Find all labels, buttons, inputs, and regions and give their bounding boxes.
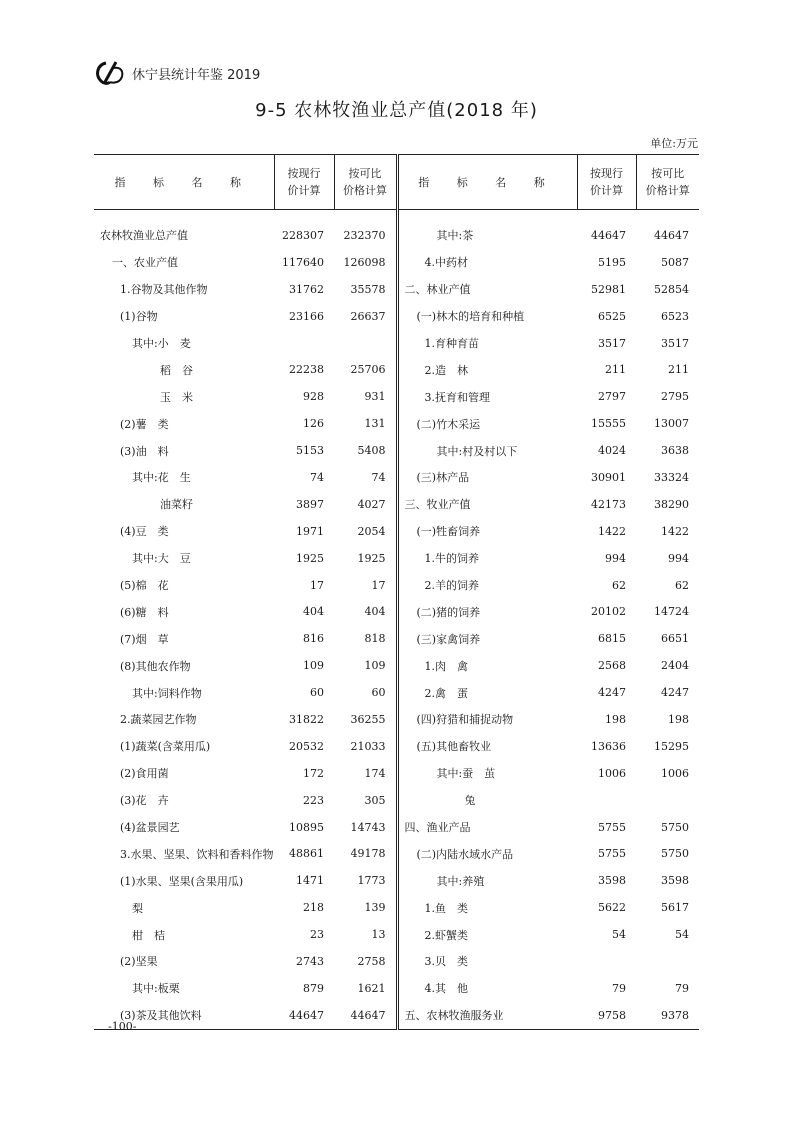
table-row [94,383,699,410]
row-label: 3.抚育和管理 [397,383,577,410]
current-price-value: 928 [303,390,324,404]
col-header-current-price-right [577,155,636,210]
row-label: 二、林业产值 [397,276,577,303]
current-price-value: 13636 [591,739,626,753]
row-label: 其中:茶 [397,222,577,249]
current-price-value: 879 [303,981,324,995]
table-header-row [94,155,699,210]
comparable-price-value: 131 [364,417,386,431]
comparable-price-value: 74 [371,470,386,484]
current-price-value: 816 [303,632,324,646]
comparable-price-value: 1925 [357,551,386,565]
row-label: (四)狩猎和捕捉动物 [397,706,577,733]
spacer-cell [397,210,577,223]
comparable-price-value [636,787,699,814]
row-label: 柑 桔 [132,928,165,942]
table-row [94,760,699,787]
current-price-value: 218 [303,901,324,915]
comparable-price-value: 49178 [350,847,386,861]
current-price-value: 42173 [591,497,626,511]
current-price-value: 48861 [289,847,324,861]
current-price-value: 1971 [296,524,324,538]
col-header-comparable-line1: 按可比 [651,167,685,180]
comparable-price-value: 4027 [357,497,386,511]
col-header-current-line2: 价计算 [287,184,321,197]
current-price-value: 1006 [598,766,626,780]
comparable-price-value [636,948,699,975]
row-label: 3.贝 类 [397,948,577,975]
table-row [94,1002,699,1029]
spacer-cell [94,210,274,223]
comparable-price-value: 54 [675,928,689,942]
current-price-value: 2743 [296,954,324,968]
row-label: 2.禽 蛋 [397,679,577,706]
current-price-value: 172 [303,766,324,780]
row-label: 2.蔬菜园艺作物 [120,713,197,727]
col-header-current-line2: 价计算 [590,184,623,197]
current-price-value: 198 [605,712,626,726]
comparable-price-value: 5408 [357,444,386,458]
current-price-value: 31822 [289,712,324,726]
row-label: 玉 米 [160,390,193,404]
current-price-value: 74 [310,470,324,484]
comparable-price-value: 404 [364,605,386,619]
current-price-value: 20102 [591,605,626,619]
table-row [94,706,699,733]
comparable-price-value: 1006 [661,766,689,780]
row-label: 1.谷物及其他作物 [120,283,208,297]
current-price-value: 109 [303,659,324,673]
comparable-price-value: 1773 [357,874,386,888]
current-price-value: 5755 [598,820,626,834]
comparable-price-value: 1621 [357,981,386,995]
spacer-cell [636,210,699,223]
spacer-cell [334,210,397,223]
row-label: 其中:花 生 [132,471,191,485]
row-label: (3)茶及其他饮料 [94,1002,274,1029]
current-price-value: 4247 [598,686,626,700]
book-title: 休宁县统计年鉴 2019 [132,67,261,83]
table-row [94,948,699,975]
table-row [94,545,699,572]
row-label: 四、渔业产品 [397,814,577,841]
comparable-price-value: 26637 [350,309,386,323]
comparable-price-value: 62 [675,578,689,592]
comparable-price-value: 5617 [661,901,689,915]
current-price-value: 20532 [289,739,324,753]
current-price-value: 5622 [598,901,626,915]
comparable-price-value: 79 [675,981,689,995]
current-price-value: 60 [310,686,324,700]
current-price-value: 31762 [289,282,324,296]
comparable-price-value: 2404 [661,659,689,673]
comparable-price-value: 13007 [654,417,689,431]
current-price-value: 211 [605,363,626,377]
row-label: 其中:村及村以下 [397,437,577,464]
row-label: 1.肉 禽 [397,652,577,679]
comparable-price-value: 21033 [350,739,386,753]
comparable-price-value: 60 [371,686,386,700]
row-label: (1)水果、坚果(含果用瓜) [120,874,244,888]
row-label: 兔 [397,787,577,814]
row-label: (2)薯 类 [120,417,169,431]
row-label: (二)内陆水域水产品 [397,840,577,867]
table-row [94,356,699,383]
table-row [94,867,699,894]
current-price-value: 994 [605,551,626,565]
row-label: 1.育种育苗 [397,330,577,357]
row-label: 其中:蚕 茧 [397,760,577,787]
comparable-price-value [334,330,397,357]
table-row [94,572,699,599]
table-row [94,464,699,491]
spacer-row [94,210,699,223]
output-value-table [94,154,699,1030]
table-row [94,437,699,464]
comparable-price-value: 9378 [636,1002,699,1029]
comparable-price-value: 211 [668,363,689,377]
table-row [94,894,699,921]
row-label: 3.水果、坚果、饮料和香料作物 [120,847,274,861]
comparable-price-value: 33324 [654,470,689,484]
current-price-value: 6815 [598,632,626,646]
comparable-price-value: 15295 [654,739,689,753]
current-price-value: 15555 [591,417,626,431]
current-price-value [577,948,636,975]
current-price-value [274,330,334,357]
comparable-price-value: 5087 [661,255,689,269]
table-row [94,249,699,276]
current-price-value: 1422 [598,524,626,538]
row-label: (6)糖 料 [120,605,169,619]
col-header-name: 指 标 名 称 [94,155,274,210]
row-label: (4)盆景园艺 [120,821,180,835]
col-header-name-right: 指 标 名 称 [397,155,577,210]
comparable-price-value: 931 [364,390,386,404]
comparable-price-value: 1422 [661,524,689,538]
row-label: 三、牧业产值 [397,491,577,518]
row-label: 农林牧渔业总产值 [100,229,188,243]
current-price-value: 117640 [282,255,324,269]
row-label: (三)林产品 [397,464,577,491]
current-price-value: 52981 [591,282,626,296]
row-label: 1.牛的饲养 [397,545,577,572]
row-label: 2.造 林 [397,356,577,383]
row-label: 其中:板栗 [132,982,180,996]
comparable-price-value: 109 [364,659,386,673]
table-row [94,975,699,1002]
comparable-price-value: 3517 [661,336,689,350]
table-row [94,840,699,867]
row-label: (1)谷物 [120,310,158,324]
comparable-price-value: 44647 [334,1002,397,1029]
spacer-cell [577,210,636,223]
comparable-price-value: 6651 [661,632,689,646]
col-header-comparable-line1: 按可比 [348,167,382,180]
current-price-value: 2797 [598,390,626,404]
current-price-value: 228307 [282,228,324,242]
current-price-value: 54 [612,928,626,942]
current-price-value: 44647 [274,1002,334,1029]
col-header-current-price [274,155,334,210]
row-label: 其中:小 麦 [132,337,191,350]
comparable-price-value: 5750 [661,847,689,861]
row-label: (五)其他畜牧业 [397,733,577,760]
current-price-value: 126 [303,417,324,431]
row-label: 1.鱼 类 [397,894,577,921]
current-price-value: 10895 [289,820,324,834]
comparable-price-value: 2795 [661,390,689,404]
current-price-value: 23 [310,928,324,942]
comparable-price-value: 14743 [350,820,386,834]
table-row [94,625,699,652]
col-header-comparable-line2: 价格计算 [645,184,690,197]
current-price-value: 1471 [296,874,324,888]
col-header-comparable-price-right [636,155,699,210]
comparable-price-value: 25706 [350,363,386,377]
spacer-cell [274,210,334,223]
row-label: (一)林木的培育和种植 [397,303,577,330]
comparable-price-value: 139 [364,901,386,915]
table-row [94,814,699,841]
row-label: (1)蔬菜(含菜用瓜) [120,740,211,754]
comparable-price-value: 38290 [654,497,689,511]
row-label: (8)其他农作物 [120,659,191,673]
current-price-value: 223 [303,793,324,807]
row-label: 2.羊的饲养 [397,572,577,599]
current-price-value: 5153 [296,444,324,458]
current-price-value: 9758 [577,1002,636,1029]
comparable-price-value: 4247 [661,686,689,700]
current-price-value: 6525 [598,309,626,323]
current-price-value: 404 [303,605,324,619]
table-row [94,491,699,518]
comparable-price-value: 44647 [654,228,689,242]
current-price-value: 4024 [598,444,626,458]
col-header-current-line1: 按现行 [287,167,321,180]
comparable-price-value: 5750 [661,820,689,834]
table-row [94,303,699,330]
current-price-value: 44647 [591,228,626,242]
comparable-price-value: 994 [668,551,689,565]
comparable-price-value: 35578 [350,282,386,296]
comparable-price-value: 174 [364,766,386,780]
row-label: 梨 [132,901,143,915]
comparable-price-value: 126098 [343,255,386,269]
current-price-value: 17 [310,578,324,592]
current-price-value: 22238 [289,363,324,377]
row-label: (5)棉 花 [120,579,169,593]
row-label: (二)竹木采运 [397,410,577,437]
current-price-value: 62 [612,578,626,592]
comparable-price-value: 14724 [654,605,689,619]
current-price-value: 2568 [598,659,626,673]
row-label: 其中:大 豆 [132,552,191,566]
current-price-value: 1925 [296,551,324,565]
row-label: (4)豆 类 [120,525,169,539]
current-price-value: 3517 [598,336,626,350]
row-label: 其中:养殖 [397,867,577,894]
comparable-price-value: 232370 [343,228,386,242]
row-label: 五、农林牧渔服务业 [397,1002,577,1029]
comparable-price-value: 818 [364,632,386,646]
table-row [94,598,699,625]
unit-label: 单位:万元 [650,137,698,150]
page-title: 9-5 农林牧渔业总产值(2018 年) [255,100,538,121]
col-header-comparable-line2: 价格计算 [343,184,387,197]
col-header-comparable-price [334,155,397,210]
row-label: (3)花 卉 [120,794,169,808]
comparable-price-value: 6523 [661,309,689,323]
current-price-value: 5195 [598,255,626,269]
table-row [94,652,699,679]
comparable-price-value: 17 [371,578,386,592]
comparable-price-value: 2054 [357,524,386,538]
comparable-price-value: 3598 [661,874,689,888]
table-row [94,330,699,357]
table-row [94,921,699,948]
row-label: 4.中药材 [397,249,577,276]
row-label: 其中:饲料作物 [132,686,202,700]
comparable-price-value: 3638 [661,444,689,458]
row-label: (7)烟 草 [120,632,169,646]
table-row [94,733,699,760]
current-price-value: 30901 [591,470,626,484]
row-label: (3)油 料 [120,444,169,458]
table-row [94,222,699,249]
row-label: (三)家禽饲养 [397,625,577,652]
current-price-value [577,787,636,814]
current-price-value: 79 [612,981,626,995]
row-label: (二)猪的饲养 [397,598,577,625]
table-row [94,787,699,814]
table-row [94,410,699,437]
current-price-value: 23166 [289,309,324,323]
table-row [94,518,699,545]
current-price-value: 3897 [296,497,324,511]
row-label: 4.其 他 [397,975,577,1002]
row-label: 2.虾蟹类 [397,921,577,948]
comparable-price-value: 13 [371,928,386,942]
comparable-price-value: 198 [668,712,689,726]
yearbook-logo-icon [94,60,126,86]
row-label: 一、农业产值 [112,256,178,270]
row-label: (2)食用菌 [120,767,169,781]
table-row [94,679,699,706]
comparable-price-value: 52854 [654,282,689,296]
table-row [94,276,699,303]
current-price-value: 3598 [598,874,626,888]
page-number: -100- [108,1020,137,1033]
row-label: (一)牲畜饲养 [397,518,577,545]
running-header [94,58,260,88]
col-header-current-line1: 按现行 [590,167,623,180]
comparable-price-value: 36255 [350,712,386,726]
comparable-price-value: 305 [364,793,386,807]
row-label: 稻 谷 [160,363,193,377]
current-price-value: 5755 [598,847,626,861]
comparable-price-value: 2758 [357,954,386,968]
row-label: (2)坚果 [120,955,158,969]
row-label: 油菜籽 [160,498,193,512]
